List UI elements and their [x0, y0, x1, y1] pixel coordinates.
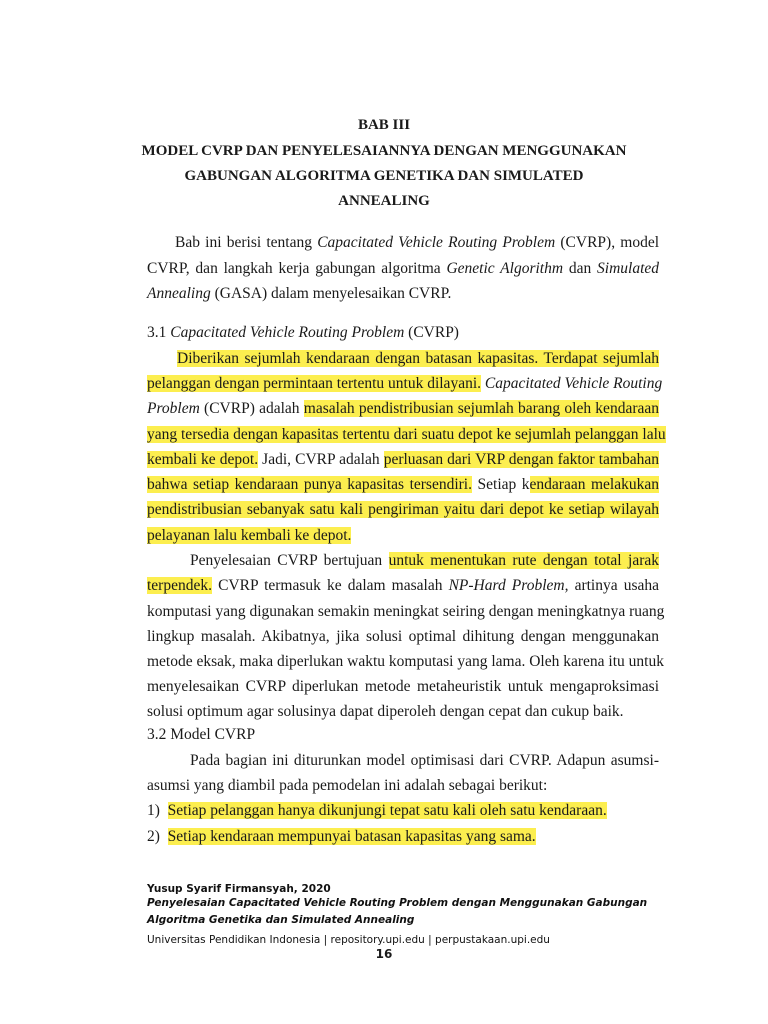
para1-line-4: yang tersedia dengan kapasitas tertentu dari suatu depot ke sejumlah pelanggan lalu — [147, 426, 666, 443]
section-3-2-heading: 3.2 Model CVRP — [147, 726, 256, 743]
chapter-title-line-1: MODEL CVRP DAN PENYELESAIANNYA DENGAN MENGGUNAKAN — [141, 143, 627, 159]
para1-line-7: pendistribusian sebanyak satu kali pengiriman yaitu dari depot ke setiap wilayah — [147, 501, 659, 518]
para2-line-2: terpendek. CVRP termasuk ke dalam masalah NP-Hard Problem, artinya usaha — [147, 577, 659, 594]
para2-line-4: lingkup masalah. Akibatnya, jika solusi optimal dihitung dengan menggunakan — [147, 628, 659, 645]
footer-author: Yusup Syarif Firmansyah, 2020 — [147, 883, 331, 895]
footer-title-line-1: Penyelesaian Capacitated Vehicle Routing Problem dengan Menggunakan Gabungan — [147, 897, 648, 909]
para2-line-7: solusi optimum agar solusinya dapat diperoleh dengan cepat dan cukup baik. — [147, 703, 624, 720]
para1-line-3: Problem (CVRP) adalah masalah pendistribusian sejumlah barang oleh kendaraan — [147, 400, 659, 417]
para3-line-1: Pada bagian ini diturunkan model optimisasi dari CVRP. Adapun asumsi- — [190, 752, 659, 769]
para1-line-2: pelanggan dengan permintaan tertentu untuk dilayani. Capacitated Vehicle Routing — [147, 375, 663, 392]
para1-line-6: bahwa setiap kendaraan punya kapasitas tersendiri. Setiap kendaraan melakukan — [147, 476, 659, 493]
section-3-1-heading: 3.1 Capacitated Vehicle Routing Problem (CVRP) — [147, 324, 459, 341]
para2-line-1: Penyelesaian CVRP bertujuan untuk menentukan rute dengan total jarak — [190, 552, 659, 569]
list-item: 1) Setiap pelanggan hanya dikunjungi tepat satu kali oleh satu kendaraan. — [147, 802, 607, 819]
para2-line-5: metode eksak, maka diperlukan waktu komputasi yang lama. Oleh karena itu untuk — [147, 653, 664, 670]
chapter-title-line-3: ANNEALING — [338, 193, 430, 209]
para2-line-6: menyelesaikan CVRP diperlukan metode metaheuristik untuk mengaproksimasi — [147, 678, 659, 695]
intro-line-1: Bab ini berisi tentang Capacitated Vehicle Routing Problem (CVRP), model — [175, 234, 660, 251]
para3-line-2: asumsi yang diambil pada pemodelan ini adalah sebagai berikut: — [147, 777, 548, 794]
para2-line-3: komputasi yang digunakan semakin meningkat seiring dengan meningkatnya ruang — [147, 603, 665, 620]
para1-line-1: Diberikan sejumlah kendaraan dengan batasan kapasitas. Terdapat sejumlah — [177, 350, 659, 367]
chapter-label: BAB III — [357, 117, 411, 133]
intro-line-3: Annealing (GASA) dalam menyelesaikan CVRP. — [147, 285, 452, 302]
para1-line-8: pelayanan lalu kembali ke depot. — [147, 527, 352, 544]
chapter-title-line-2: GABUNGAN ALGORITMA GENETIKA DAN SIMULATED — [184, 168, 584, 184]
para1-line-5: kembali ke depot. Jadi, CVRP adalah perluasan dari VRP dengan faktor tambahan — [147, 451, 659, 468]
page-number: 16 — [375, 947, 393, 961]
list-item: 2) Setiap kendaraan mempunyai batasan kapasitas yang sama. — [147, 828, 536, 845]
footer-title-line-2: Algoritma Genetika dan Simulated Annealing — [147, 914, 415, 926]
footer-institution: Universitas Pendidikan Indonesia | repository.upi.edu | perpustakaan.upi.edu — [147, 934, 550, 946]
intro-line-2: CVRP, dan langkah kerja gabungan algoritma Genetic Algorithm dan Simulated — [147, 260, 660, 277]
